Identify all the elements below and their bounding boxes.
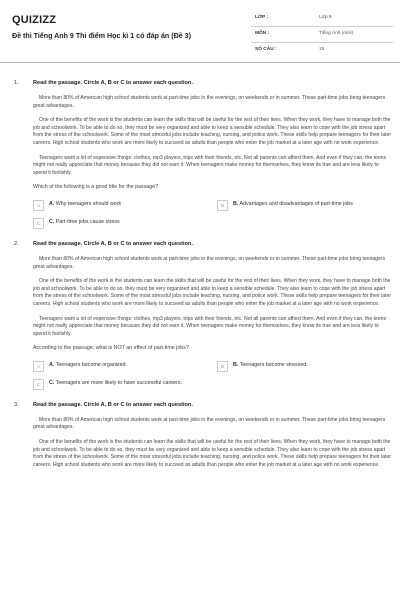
option-checkbox[interactable]: B — [217, 361, 228, 372]
option-letter: A. — [49, 200, 55, 207]
worksheet-header — [0, 0, 400, 63]
option-text — [233, 361, 393, 369]
answer-option-c[interactable] — [33, 218, 217, 229]
meta-row-class — [251, 12, 393, 27]
option-label: Advantages and disadvantages of part-time jobs — [239, 200, 353, 207]
meta-value: Lớp 9 — [319, 15, 332, 20]
option-label: Teenagers are more likely to have successful careers. — [55, 379, 183, 386]
option-letter: C. — [49, 218, 55, 225]
option-letter: B. — [233, 200, 239, 207]
option-text — [49, 218, 217, 226]
answer-options — [33, 361, 392, 390]
option-label: Part-time jobs cause stress — [55, 218, 120, 225]
option-letter: A. — [49, 361, 55, 368]
question-3 — [0, 402, 400, 470]
passage-paragraph: One of the benefits of the work is the students can learn the skills that will be useful for the rest of their lives. When they work, they have to manage both the job and schoolwork. To be able to do so, they must be very organized and able to keep a sensible schedule. They also learn to cope with the job stress apart from the stress of the schoolwork. Some of the most stressful jobs include teaching, nursing, and police work. These skills help prepare teenagers for their later careers. High school students who work are more likely to succeed as adults than people who enter the job market at a later age with no work experience. — [33, 117, 392, 146]
option-label: Teenagers become stressed. — [239, 361, 308, 368]
passage-paragraph: More than 80% of American high school students work at part-time jobs in the evenings, on weekends or in summer. These part-time jobs bring teenagers great advantages. — [33, 255, 386, 270]
passage-paragraph: Teenagers want a lot of expensive things: clothes, mp3 players, trips with their friends, etc. Not all parents can afford them. And even if they can, the teens might not really appreciate that money because they did not earn it. When teenagers make money for themselves, they know its true and are less likely to spend it foolishly. — [33, 315, 387, 337]
worksheet-meta — [251, 12, 393, 59]
question-prompt: Which of the following is a good title for the passage? — [33, 184, 159, 191]
answer-option-b[interactable] — [217, 200, 393, 211]
question-1 — [0, 80, 400, 229]
meta-label: LỚP : — [255, 15, 269, 20]
meta-value: 15 — [319, 47, 325, 52]
passage-paragraph: Teenagers want a lot of expensive things: clothes, mp3 players, trips with their friends, etc. Not all parents can afford them. And even if they can, the teens might not really appreciate that money because they did not earn it. When teenagers make money for themselves, they know its true and are less likely to spend it foolishly. — [33, 154, 387, 176]
passage-paragraph: More than 80% of American high school students work at part-time jobs in the evenings, on weekends or in summer. These part-time jobs bring teenagers great advantages. — [33, 416, 386, 431]
passage-paragraph: One of the benefits of the work is the students can learn the skills that will be useful for the rest of their lives. When they work, they have to manage both the job and schoolwork. To be able to do so, they must be very organized and able to keep a sensible schedule. They also learn to cope with the job stress apart from the stress of the schoolwork. Some of the most stressful jobs include teaching, nursing, and police work. These skills help prepare teenagers for their later careers. High school students who work are more likely to succeed as adults than people who enter the job market at a later age with no work experience. — [33, 439, 392, 468]
meta-label: SỐ CÂU : — [255, 47, 277, 52]
option-checkbox[interactable]: A — [33, 361, 44, 372]
option-letter: C. — [49, 379, 55, 386]
option-checkbox[interactable]: C — [33, 379, 44, 390]
answer-option-a[interactable] — [33, 200, 217, 211]
answer-options — [33, 200, 392, 229]
question-instruction: Read the passage. Circle A, B or C to answer each question. — [33, 80, 193, 86]
meta-row-count — [251, 44, 393, 58]
question-number: 1. — [14, 80, 19, 86]
question-2 — [0, 241, 400, 390]
question-prompt: According to the passage, what is NOT an effect of part-time jobs? — [33, 345, 189, 352]
question-number: 2. — [14, 240, 19, 247]
option-text — [49, 361, 217, 369]
answer-option-b[interactable] — [217, 361, 393, 372]
answer-option-a[interactable] — [33, 361, 217, 372]
option-label: Why teenagers should work — [55, 200, 122, 207]
quizizz-logo: QUIZIZZ — [12, 14, 57, 26]
question-number: 3. — [14, 401, 19, 408]
passage-paragraph: More than 80% of American high school students work at part-time jobs in the evenings, on weekends or in summer. These part-time jobs bring teenagers great advantages. — [33, 95, 386, 109]
option-text — [49, 200, 217, 208]
option-label: Teenagers become organized. — [55, 361, 127, 368]
option-checkbox[interactable]: B — [217, 200, 228, 211]
option-text — [233, 200, 393, 208]
meta-row-subject — [251, 28, 393, 43]
meta-value: Tiếng Anh (mới) — [319, 31, 354, 36]
option-checkbox[interactable]: C — [33, 218, 44, 229]
option-checkbox[interactable]: A — [33, 200, 44, 211]
answer-option-c[interactable] — [33, 379, 217, 390]
option-text — [49, 379, 217, 387]
meta-label: MÔN : — [255, 31, 270, 36]
question-instruction: Read the passage. Circle A, B or C to answer each question. — [33, 401, 193, 408]
passage-paragraph: One of the benefits of the work is the students can learn the skills that will be useful for the rest of their lives. When they work, they have to manage both the job and schoolwork. To be able to do so, they must be very organized and able to keep a sensible schedule. They also learn to cope with the job stress apart from the stress of the schoolwork. Some of the most stressful jobs include teaching, nursing, and police work. These skills help prepare teenagers for their later careers. High school students who work are more likely to succeed as adults than people who enter the job market at a later age with no work experience. — [33, 278, 392, 307]
option-letter: B. — [233, 361, 239, 368]
question-instruction: Read the passage. Circle A, B or C to answer each question. — [33, 240, 193, 247]
question-list — [0, 70, 400, 476]
worksheet-title: Đề thi Tiếng Anh 9 Thi điểm Học kì 1 có đáp án (Đề 3) — [12, 32, 191, 40]
